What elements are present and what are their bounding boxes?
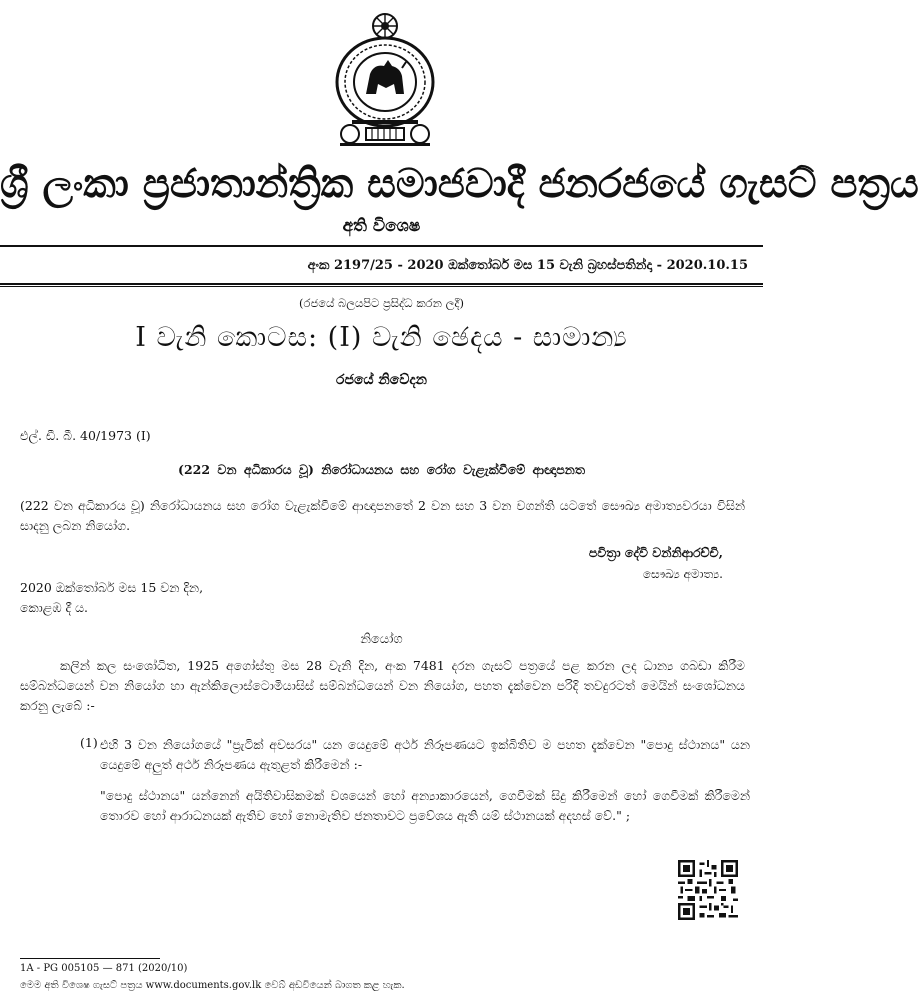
item-number: (1) — [80, 735, 98, 750]
gazette-title: ශ්‍රී ලංකා ප්‍රජාතාන්ත්‍රික සමාජවාදී ජනරජයේ ගැසට් පත්‍රය — [0, 160, 919, 207]
header-rule — [0, 283, 763, 285]
intro-paragraph: (222 වන අධිකාරය වූ) නිරෝධායනය සහ රෝග වැළැක්වීමේ ආඥාපනතේ 2 වන සහ 3 වන වගන්ති යටතේ සෞඛ්‍ය අමාත්‍යවරයා විසින් සාදනු ලබන නියෝග. — [20, 498, 745, 533]
minister-name: පවිත්‍රා දේවි වන්නිආරච්චි, — [588, 545, 723, 560]
reference-number: එල්. ඩී. බී. 40/1973 (I) — [20, 428, 151, 443]
date-line: 2020 ඔක්තෝබර් මස 15 වන දින, — [20, 580, 204, 595]
regulations-heading: නියෝග — [360, 632, 403, 647]
footer-rule — [20, 958, 160, 959]
place-line: කොළඹ දී ය. — [20, 600, 89, 615]
header-rule — [0, 286, 763, 287]
qr-code-icon — [678, 860, 738, 920]
minister-title: සෞඛ්‍ය අමාත්‍ය. — [642, 567, 723, 581]
sri-lanka-emblem-icon — [330, 10, 440, 148]
section-title: රජයේ නිවේදන — [336, 372, 427, 388]
issue-line: අංක 2197/25 - 2020 ඔක්තෝබර් මස 15 වැනි බ්‍රහස්පතින්දා - 2020.10.15 — [307, 258, 748, 273]
ordinance-heading: (222 වන අධිකාරය වූ) නිරෝධායනය සහ රෝග වැළැක්වීමේ ආඥාපනත — [178, 462, 585, 477]
footer-website-note: මෙම අති විශෙෂ ගැසට් පත්‍රය www.documents.gov.lk වෙබ් අඩවියෙන් බාගත කළ හැක. — [20, 980, 405, 991]
footer-print-code: 1A - PG 005105 — 871 (2020/10) — [20, 963, 188, 974]
gazette-subtitle: අති විශෙෂ — [342, 216, 421, 236]
item-text: එහි 3 වන නියෝගයේ "ප්‍රැටික් අවසරය" යන යෙදුමේ අර්ථ නිරූපණයට ඉක්බිතිව ම පහත දැක්වෙන "පොදු ස්ථානය" යන යෙදුමේ අලුත් අර්ථ නිරූපණය ඇතුළත් කිරීමෙන් :- — [100, 737, 750, 772]
published-note: (රජයේ බලයපිට ප්‍රසිද්ධ කරන ලදී) — [299, 296, 464, 310]
definition-quote: "පොදු ස්ථානය" යන්නෙන් අයිතිවාසිකමක් වශයෙන් හෝ අන්‍යාකාරයෙන්, ගෙවීමක් සිදු කිරීමෙන් හෝ ගෙවීමක් කිරීමෙන් තොරව හෝ ආරාධනයක් ඇතිව හෝ නොමැතිව ජනතාවට ප්‍රවේශය ඇති යම් ස්ථානයක් අදහස් වේ." ; — [100, 788, 750, 823]
regulations-body: කලින් කල සංශෝධිත, 1925 අගෝස්තු මස 28 වැනි දින, අංක 7481 දරන ගැසට් පත්‍රයේ පළ කරන ලද ධාන්‍ය ගබඩා කිරීම සම්බන්ධයෙන් වන නියෝග හා ඇන්කිලොස්ටොමියාසිස් සම්බන්ධයෙන් වන නියෝග, පහත දැක්වෙන පරිදි තවදුරටත් මෙයින් සංශෝධනය කරනු ලැබේ :- — [20, 658, 745, 713]
part-title: I වැනි කොටස: (I) වැනි ඡෙදය - සාමාන්‍ය — [135, 322, 628, 353]
header-rule — [0, 245, 763, 247]
